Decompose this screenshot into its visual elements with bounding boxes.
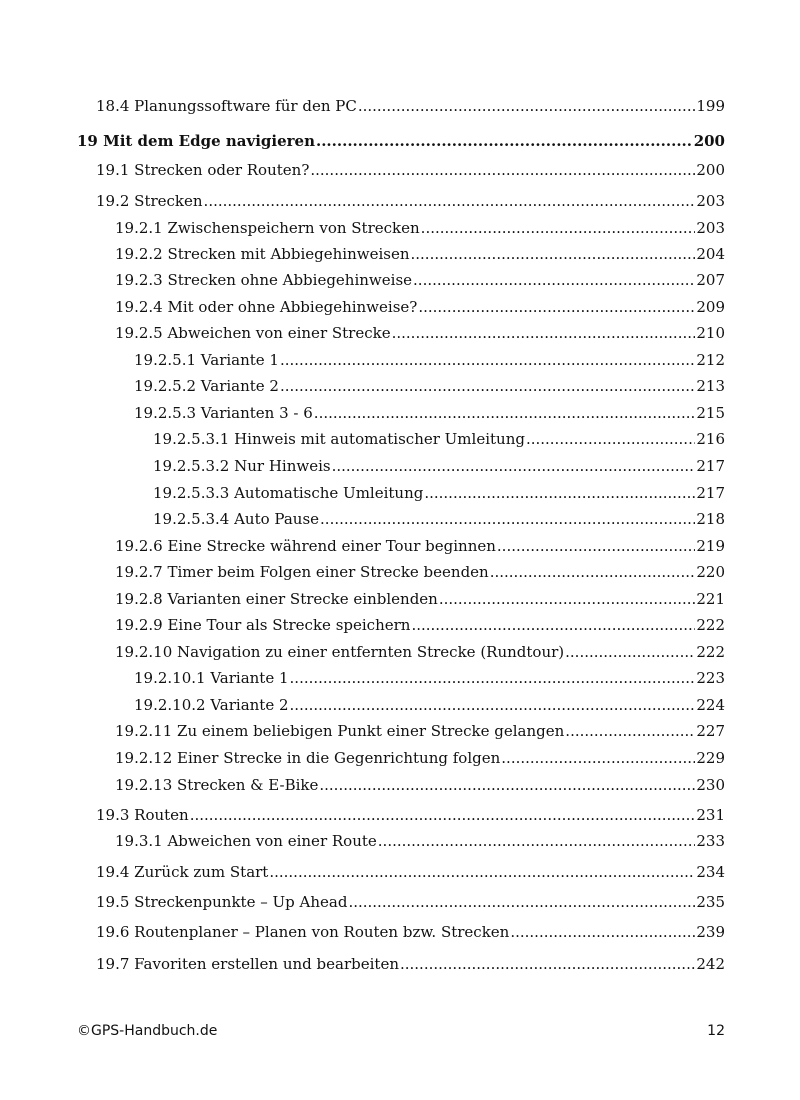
toc-entry[interactable] [115, 641, 725, 663]
toc-entry-page: 224 [696, 696, 725, 714]
toc-entry-page: 209 [696, 298, 725, 316]
toc-dot-leader [501, 747, 695, 769]
toc-entry[interactable] [115, 747, 725, 769]
toc-entry-page: 216 [696, 430, 725, 448]
toc-entry[interactable] [134, 349, 725, 371]
toc-entry-title: 19.2.5.1 Variante 1 [134, 351, 279, 369]
toc-entry-title: 19.2.6 Eine Strecke während einer Tour beginnen [115, 537, 496, 555]
toc-entry[interactable] [96, 861, 725, 883]
toc-entry-title: 19.2.11 Zu einem beliebigen Punkt einer Strecke gelangen [115, 722, 565, 740]
toc-dot-leader [280, 375, 695, 397]
toc-dot-leader [418, 296, 695, 318]
toc-entry[interactable] [115, 561, 725, 583]
toc-entry[interactable] [96, 921, 725, 943]
toc-entry[interactable] [115, 535, 725, 557]
toc-entry-title: 19.2.5.3 Varianten 3 - 6 [134, 404, 313, 422]
toc-entry-page: 207 [696, 271, 725, 289]
toc-entry[interactable] [115, 322, 725, 344]
toc-entry-page: 217 [696, 484, 725, 502]
toc-entry-page: 234 [696, 863, 725, 881]
toc-entry[interactable] [115, 830, 725, 852]
toc-dot-leader [424, 482, 695, 504]
toc-dot-leader [269, 861, 695, 883]
toc-entry-title: 19.2.13 Strecken & E-Bike [115, 776, 319, 794]
toc-entry-title: 19.2.12 Einer Strecke in die Gegenrichtung folgen [115, 749, 501, 767]
toc-entry-title: 19.2.10.2 Variante 2 [134, 696, 289, 714]
toc-entry-page: 227 [696, 722, 725, 740]
toc-entry[interactable] [96, 95, 725, 117]
toc-entry-title: 19.2.9 Eine Tour als Strecke speichern [115, 616, 411, 634]
toc-dot-leader [378, 830, 696, 852]
toc-entry-page: 230 [696, 776, 725, 794]
toc-dot-leader [204, 190, 696, 212]
toc-entry-page: 218 [696, 510, 725, 528]
toc-entry[interactable] [115, 720, 725, 742]
toc-dot-leader [510, 921, 695, 943]
toc-dot-leader [400, 953, 695, 975]
toc-entry-title: 19.2.1 Zwischenspeichern von Strecken [115, 219, 420, 237]
toc-entry[interactable] [153, 482, 725, 504]
toc-dot-leader [280, 349, 695, 371]
toc-entry[interactable] [134, 375, 725, 397]
toc-entry-page: 200 [693, 132, 725, 150]
toc-entry-title: 19.1 Strecken oder Routen? [96, 161, 310, 179]
toc-entry-page: 222 [696, 616, 725, 634]
toc-dot-leader [314, 402, 696, 424]
toc-entry-title: 19.2.10.1 Variante 1 [134, 669, 289, 687]
toc-entry-page: 199 [696, 97, 725, 115]
toc-dot-leader [392, 322, 696, 344]
toc-dot-leader [411, 243, 696, 265]
toc-entry-page: 215 [696, 404, 725, 422]
toc-entry[interactable] [96, 891, 725, 913]
toc-entry-page: 222 [696, 643, 725, 661]
toc-entry[interactable] [96, 159, 725, 181]
toc-entry[interactable] [96, 953, 725, 975]
toc-entry-title: 19.2.2 Strecken mit Abbiegehinweisen [115, 245, 410, 263]
toc-entry-page: 229 [696, 749, 725, 767]
toc-entry-page: 233 [696, 832, 725, 850]
toc-dot-leader [497, 535, 695, 557]
toc-entry-page: 203 [696, 192, 725, 210]
toc-entry[interactable] [153, 508, 725, 530]
toc-dot-leader [411, 614, 695, 636]
toc-dot-leader [526, 428, 695, 450]
toc-dot-leader [190, 804, 696, 826]
toc-dot-leader [421, 217, 696, 239]
toc-entry-page: 217 [696, 457, 725, 475]
toc-entry-title: 19.5 Streckenpunkte – Up Ahead [96, 893, 348, 911]
toc-dot-leader [348, 891, 695, 913]
toc-entry-title: 19.2.7 Timer beim Folgen einer Strecke beenden [115, 563, 489, 581]
toc-entry-title: 19.2.5.3.1 Hinweis mit automatischer Umleitung [153, 430, 525, 448]
toc-entry-title: 19.2.10 Navigation zu einer entfernten Strecke (Rundtour) [115, 643, 565, 661]
toc-entry[interactable] [115, 296, 725, 318]
toc-entry-page: 203 [696, 219, 725, 237]
toc-entry-page: 220 [696, 563, 725, 581]
toc-entry[interactable] [115, 217, 725, 239]
toc-dot-leader [490, 561, 696, 583]
toc-entry[interactable] [134, 694, 725, 716]
toc-entry-page: 219 [696, 537, 725, 555]
toc-entry-title: 19.2.5.2 Variante 2 [134, 377, 279, 395]
toc-entry[interactable] [115, 588, 725, 610]
toc-entry-page: 223 [696, 669, 725, 687]
toc-dot-leader [310, 159, 695, 181]
toc-entry-title: 19.2.4 Mit oder ohne Abbiegehinweise? [115, 298, 418, 316]
toc-dot-leader [358, 95, 696, 117]
toc-entry[interactable] [134, 402, 725, 424]
toc-dot-leader [439, 588, 696, 610]
toc-entry-title: 19.7 Favoriten erstellen und bearbeiten [96, 955, 399, 973]
toc-dot-leader [290, 694, 696, 716]
toc-entry-page: 204 [696, 245, 725, 263]
toc-entry[interactable] [134, 667, 725, 689]
toc-entry-page: 221 [696, 590, 725, 608]
toc-entry-title: 19.6 Routenplaner – Planen von Routen bzw. Strecken [96, 923, 510, 941]
toc-entry-title: 19.3.1 Abweichen von einer Route [115, 832, 377, 850]
toc-entry-page: 242 [696, 955, 725, 973]
toc-entry[interactable] [115, 269, 725, 291]
toc-entry-title: 19.3 Routen [96, 806, 189, 824]
toc-dot-leader [319, 774, 695, 796]
toc-dot-leader [290, 667, 696, 689]
toc-entry-title: 19.2 Strecken [96, 192, 203, 210]
toc-entry[interactable] [153, 455, 725, 477]
toc-entry-title: 19.2.8 Varianten einer Strecke einblenden [115, 590, 438, 608]
toc-entry-page: 212 [696, 351, 725, 369]
toc-entry-title: 19.2.5.3.2 Nur Hinweis [153, 457, 331, 475]
toc-entry[interactable] [96, 804, 725, 826]
toc-entry-title: 18.4 Planungssoftware für den PC [96, 97, 357, 115]
toc-entry-title: 19 Mit dem Edge navigieren [77, 132, 315, 150]
toc-entry[interactable] [115, 243, 725, 265]
toc-entry-page: 213 [696, 377, 725, 395]
toc-dot-leader [332, 455, 696, 477]
toc-entry[interactable] [77, 130, 725, 152]
toc-dot-leader [565, 720, 695, 742]
toc-entry[interactable] [96, 190, 725, 212]
toc-entry[interactable] [115, 774, 725, 796]
toc-entry-page: 239 [696, 923, 725, 941]
toc-entry[interactable] [115, 614, 725, 636]
toc-dot-leader [320, 508, 695, 530]
toc-entry-page: 200 [696, 161, 725, 179]
toc-entry-title: 19.2.3 Strecken ohne Abbiegehinweise [115, 271, 413, 289]
toc-entry-title: 19.2.5 Abweichen von einer Strecke [115, 324, 391, 342]
toc-dot-leader [316, 130, 693, 152]
toc-entry-title: 19.2.5.3.4 Auto Pause [153, 510, 320, 528]
toc-entry-page: 235 [696, 893, 725, 911]
toc-entry-page: 210 [696, 324, 725, 342]
toc-dot-leader [565, 641, 695, 663]
toc-dot-leader [413, 269, 695, 291]
toc-entry-title: 19.2.5.3.3 Automatische Umleitung [153, 484, 424, 502]
toc-entry[interactable] [153, 428, 725, 450]
footer-copyright: ©GPS-Handbuch.de [77, 1023, 218, 1039]
footer-page-number: 12 [707, 1023, 725, 1039]
toc-entry-title: 19.4 Zurück zum Start [96, 863, 269, 881]
toc-entry-page: 231 [696, 806, 725, 824]
